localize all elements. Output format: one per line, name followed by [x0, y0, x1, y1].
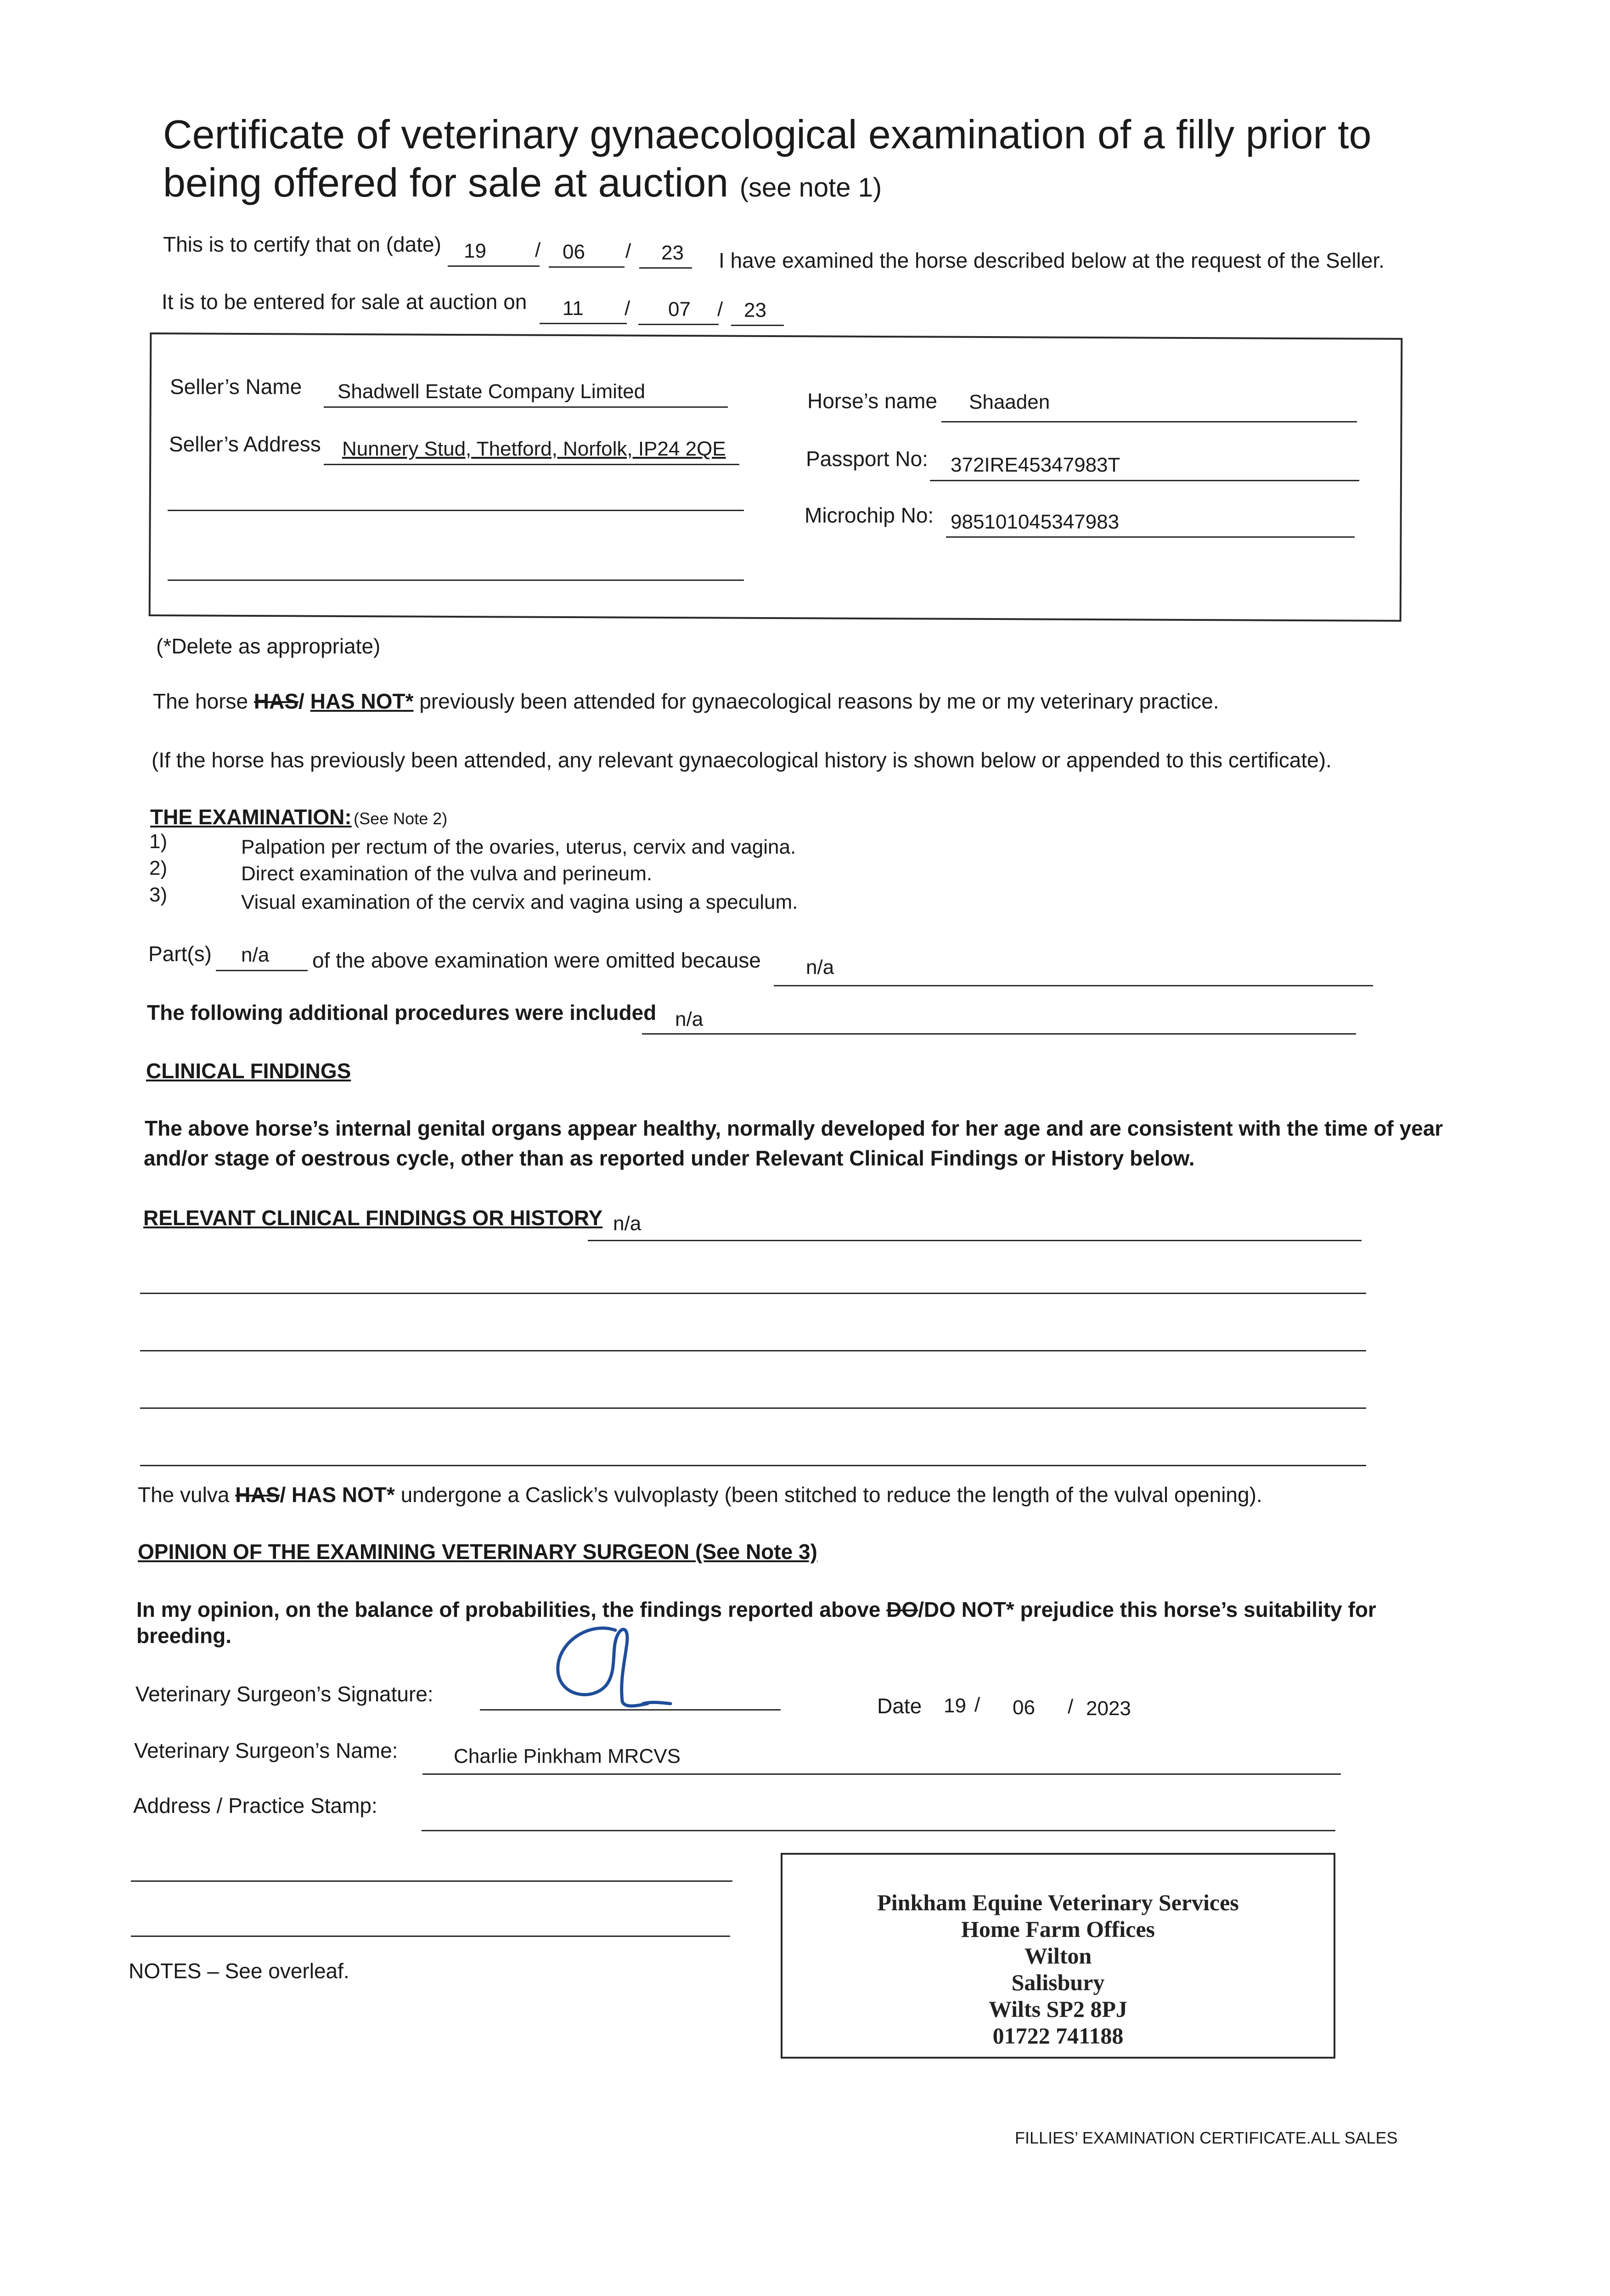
seller-address-label: Seller’s Address — [169, 432, 321, 456]
attended-statement — [153, 689, 1219, 714]
opinion-slash: / — [918, 1598, 924, 1621]
passport-field[interactable]: 372IRE45347983T — [951, 454, 1120, 476]
microchip-field[interactable]: 985101045347983 — [951, 511, 1120, 533]
opinion-heading: OPINION OF THE EXAMINING VETERINARY SURGEON (See Note 3) — [138, 1540, 817, 1564]
date-separator: / — [625, 240, 631, 262]
exam-item-num: 1) — [149, 830, 168, 853]
exam-date-day[interactable]: 19 — [464, 240, 486, 262]
clinical-statement-line1: The above horse’s internal genital organs appear healthy, normally developed for her age and are consistent with the time of year — [145, 1116, 1443, 1140]
vulva-suffix: undergone a Caslick’s vulvoplasty (been stitched to reduce the length of the vulval opening). — [400, 1483, 1262, 1507]
stamp-line: Pinkham Equine Veterinary Services — [877, 1890, 1239, 1915]
date-separator: / — [974, 1694, 980, 1716]
opinion-do-struck[interactable]: DO — [886, 1598, 918, 1621]
certificate-title — [163, 110, 1449, 212]
attended-has-not[interactable]: HAS NOT* — [310, 689, 414, 713]
history-note: (If the horse has previously been attended, any relevant gynaecological history is shown below or appended to this certificate). — [152, 748, 1332, 772]
delete-note: (*Delete as appropriate) — [156, 634, 381, 658]
horse-name-field[interactable]: Shaaden — [969, 391, 1050, 413]
opinion-line2: breeding. — [136, 1624, 232, 1648]
exam-item-text: Direct examination of the vulva and perineum. — [241, 862, 653, 885]
omitted-parts-field[interactable]: n/a — [241, 944, 270, 966]
exam-item-num: 3) — [149, 884, 168, 906]
attended-suffix: previously been attended for gynaecological reasons by me or my veterinary practice. — [419, 689, 1219, 713]
notes-text: NOTES – See overleaf. — [129, 1959, 349, 1983]
stamp-line: 01722 741188 — [992, 2023, 1124, 2048]
certify-suffix: I have examined the horse described below at the request of the Seller. — [719, 248, 1385, 272]
exam-date-year[interactable]: 23 — [661, 242, 684, 264]
auction-date-year[interactable]: 23 — [744, 299, 766, 321]
footer-text: FILLIES’ EXAMINATION CERTIFICATE.ALL SALES — [1015, 2128, 1398, 2147]
auction-date-day[interactable]: 11 — [563, 297, 584, 320]
practice-stamp-label: Address / Practice Stamp: — [133, 1794, 377, 1818]
relevant-findings-heading: RELEVANT CLINICAL FINDINGS OR HISTORY — [143, 1206, 603, 1230]
examination-heading-text: THE EXAMINATION: — [150, 805, 352, 829]
exam-item-text: Visual examination of the cervix and vagina using a speculum. — [241, 891, 798, 913]
stamp-line: Wilton — [1024, 1943, 1092, 1969]
vet-date-year[interactable]: 2023 — [1086, 1697, 1131, 1720]
seller-name-field[interactable]: Shadwell Estate Company Limited — [338, 380, 646, 403]
date-separator: / — [717, 298, 723, 321]
opinion-prefix: In my opinion, on the balance of probabilities, the findings reported above — [136, 1598, 881, 1621]
relevant-findings-field[interactable]: n/a — [613, 1212, 642, 1235]
omitted-prefix: Part(s) — [148, 942, 212, 966]
attended-slash: / — [298, 689, 304, 713]
examination-heading — [150, 805, 447, 829]
date-separator: / — [535, 239, 541, 261]
omitted-middle: of the above examination were omitted because — [312, 948, 761, 972]
exam-date-month[interactable]: 06 — [563, 241, 585, 263]
exam-item-text: Palpation per rectum of the ovaries, uterus, cervix and vagina. — [241, 836, 796, 858]
clinical-findings-heading: CLINICAL FINDINGS — [146, 1059, 351, 1083]
seller-name-label: Seller’s Name — [170, 375, 302, 399]
vulva-prefix: The vulva — [138, 1483, 230, 1507]
signature-image — [537, 1616, 689, 1717]
title-note: (see note 1) — [739, 173, 882, 203]
exam-item-num: 2) — [149, 857, 168, 879]
attended-has-struck[interactable]: HAS — [253, 689, 299, 713]
signature-label: Veterinary Surgeon’s Signature: — [135, 1682, 433, 1706]
opinion-suffix: prejudice this horse’s suitability for — [1020, 1598, 1376, 1621]
vulva-has-not[interactable]: HAS NOT* — [291, 1483, 395, 1507]
opinion-do-not[interactable]: DO NOT* — [923, 1598, 1014, 1621]
omitted-reason-field[interactable]: n/a — [806, 956, 834, 979]
seller-horse-box — [149, 332, 1403, 622]
vet-name-label: Veterinary Surgeon’s Name: — [134, 1739, 398, 1762]
clinical-statement-line2: and/or stage of oestrous cycle, other than as reported under Relevant Clinical Findings or History below. — [144, 1146, 1195, 1170]
passport-label: Passport No: — [806, 447, 928, 471]
vet-date-day[interactable]: 19 — [944, 1694, 966, 1717]
vulva-slash: / — [280, 1483, 286, 1507]
vulva-statement — [138, 1482, 1262, 1507]
practice-stamp — [781, 1853, 1335, 2059]
title-text: Certificate of veterinary gynaecological examination of a filly prior to being offered for sale at auction — [163, 112, 1372, 205]
stamp-line: Salisbury — [1011, 1970, 1105, 1995]
examination-heading-note: (See Note 2) — [354, 809, 448, 828]
microchip-label: Microchip No: — [805, 503, 934, 527]
stamp-line: Home Farm Offices — [961, 1916, 1155, 1942]
vulva-has-struck[interactable]: HAS — [235, 1483, 280, 1507]
auction-prefix: It is to be entered for sale at auction on — [162, 290, 527, 314]
seller-address-field[interactable]: Nunnery Stud, Thetford, Norfolk, IP24 2QE — [342, 438, 726, 460]
date-label: Date — [877, 1694, 922, 1718]
stamp-line: Wilts SP2 8PJ — [989, 1996, 1127, 2022]
vet-name-field[interactable]: Charlie Pinkham MRCVS — [454, 1745, 681, 1767]
auction-date-month[interactable]: 07 — [668, 298, 691, 321]
certify-prefix: This is to certify that on (date) — [163, 232, 441, 256]
additional-field[interactable]: n/a — [675, 1008, 704, 1030]
vet-date-month[interactable]: 06 — [1013, 1696, 1035, 1719]
date-separator: / — [1068, 1695, 1074, 1718]
date-separator: / — [625, 297, 630, 320]
additional-label: The following additional procedures were included — [147, 1001, 657, 1024]
horse-name-label: Horse’s name — [807, 389, 937, 413]
opinion-line1 — [136, 1597, 1376, 1622]
attended-prefix: The horse — [153, 689, 248, 713]
